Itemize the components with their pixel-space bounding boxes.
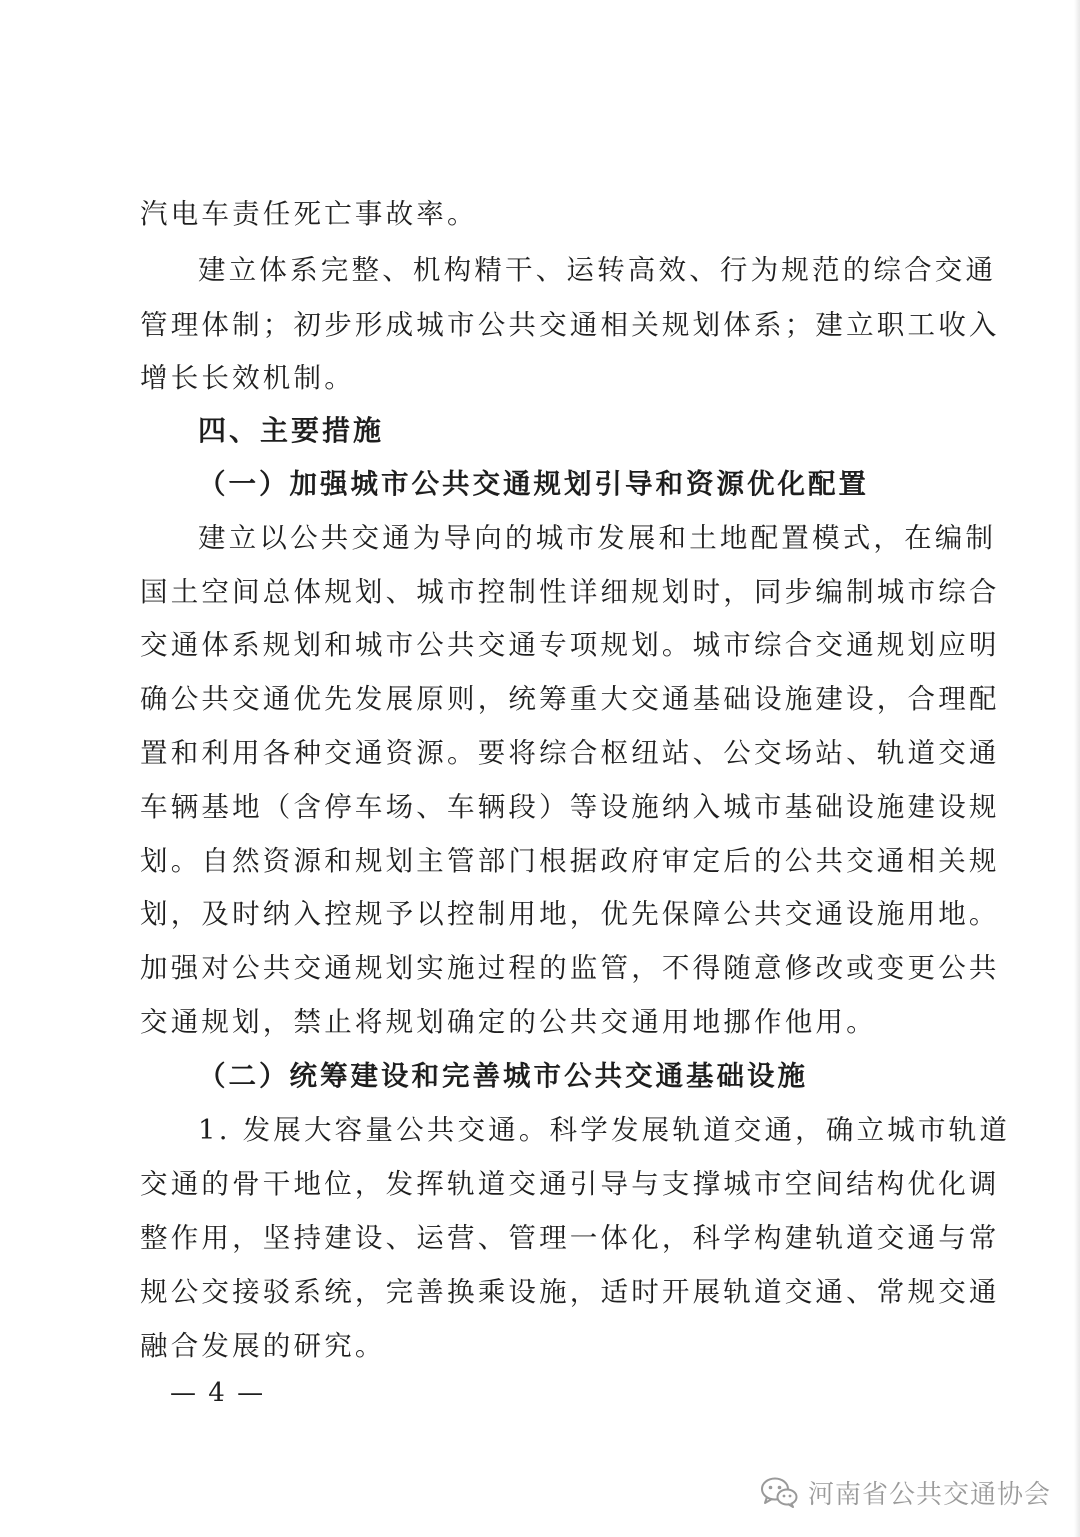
body-line: 交通体系规划和城市公共交通专项规划。城市综合交通规划应明 — [140, 629, 1000, 661]
paragraph-first-line: 1. 发展大容量公共交通。科学发展轨道交通，确立城市轨道 — [198, 1114, 1011, 1146]
subsection-heading: （一）加强城市公共交通规划引导和资源优化配置 — [198, 468, 869, 500]
page-number: — 4 — — [170, 1378, 266, 1408]
section-heading: 四、主要措施 — [198, 414, 385, 447]
body-line: 加强对公共交通规划实施过程的监管，不得随意修改或变更公共 — [140, 952, 1000, 984]
body-line: 规公交接驳系统，完善换乘设施，适时开展轨道交通、常规交通 — [140, 1276, 1000, 1308]
body-line: 划。自然资源和规划主管部门根据政府审定后的公共交通相关规 — [140, 845, 1000, 877]
body-line: 交通的骨干地位，发挥轨道交通引导与支撑城市空间结构优化调 — [140, 1168, 1000, 1200]
watermark-text: 河南省公共交通协会 — [808, 1479, 1052, 1510]
body-line: 车辆基地（含停车场、车辆段）等设施纳入城市基础设施建设规 — [140, 791, 1000, 823]
body-line: 整作用，坚持建设、运营、管理一体化，科学构建轨道交通与常 — [140, 1222, 1000, 1254]
body-line: 置和利用各种交通资源。要将综合枢纽站、公交场站、轨道交通 — [140, 737, 1000, 769]
paragraph-first-line: 建立体系完整、机构精干、运转高效、行为规范的综合交通 — [198, 254, 997, 286]
watermark — [760, 1470, 1051, 1514]
body-line: 交通规划，禁止将规划确定的公共交通用地挪作他用。 — [140, 1006, 877, 1038]
body-line: 增长长效机制。 — [140, 362, 355, 394]
body-line: 融合发展的研究。 — [140, 1330, 386, 1362]
paragraph-first-line: 建立以公共交通为导向的城市发展和土地配置模式，在编制 — [198, 522, 997, 554]
body-line: 划，及时纳入控规予以控制用地，优先保障公共交通设施用地。 — [140, 898, 1000, 930]
body-line: 确公共交通优先发展原则，统筹重大交通基础设施建设，合理配 — [140, 683, 1000, 715]
page-edge-shadow — [1074, 0, 1080, 1537]
body-line: 国土空间总体规划、城市控制性详细规划时，同步编制城市综合 — [140, 576, 1000, 608]
body-line: 汽电车责任死亡事故率。 — [140, 198, 478, 230]
body-line: 管理体制；初步形成城市公共交通相关规划体系；建立职工收入 — [140, 309, 1000, 341]
wechat-icon — [760, 1476, 798, 1508]
subsection-heading: （二）统筹建设和完善城市公共交通基础设施 — [198, 1060, 808, 1092]
